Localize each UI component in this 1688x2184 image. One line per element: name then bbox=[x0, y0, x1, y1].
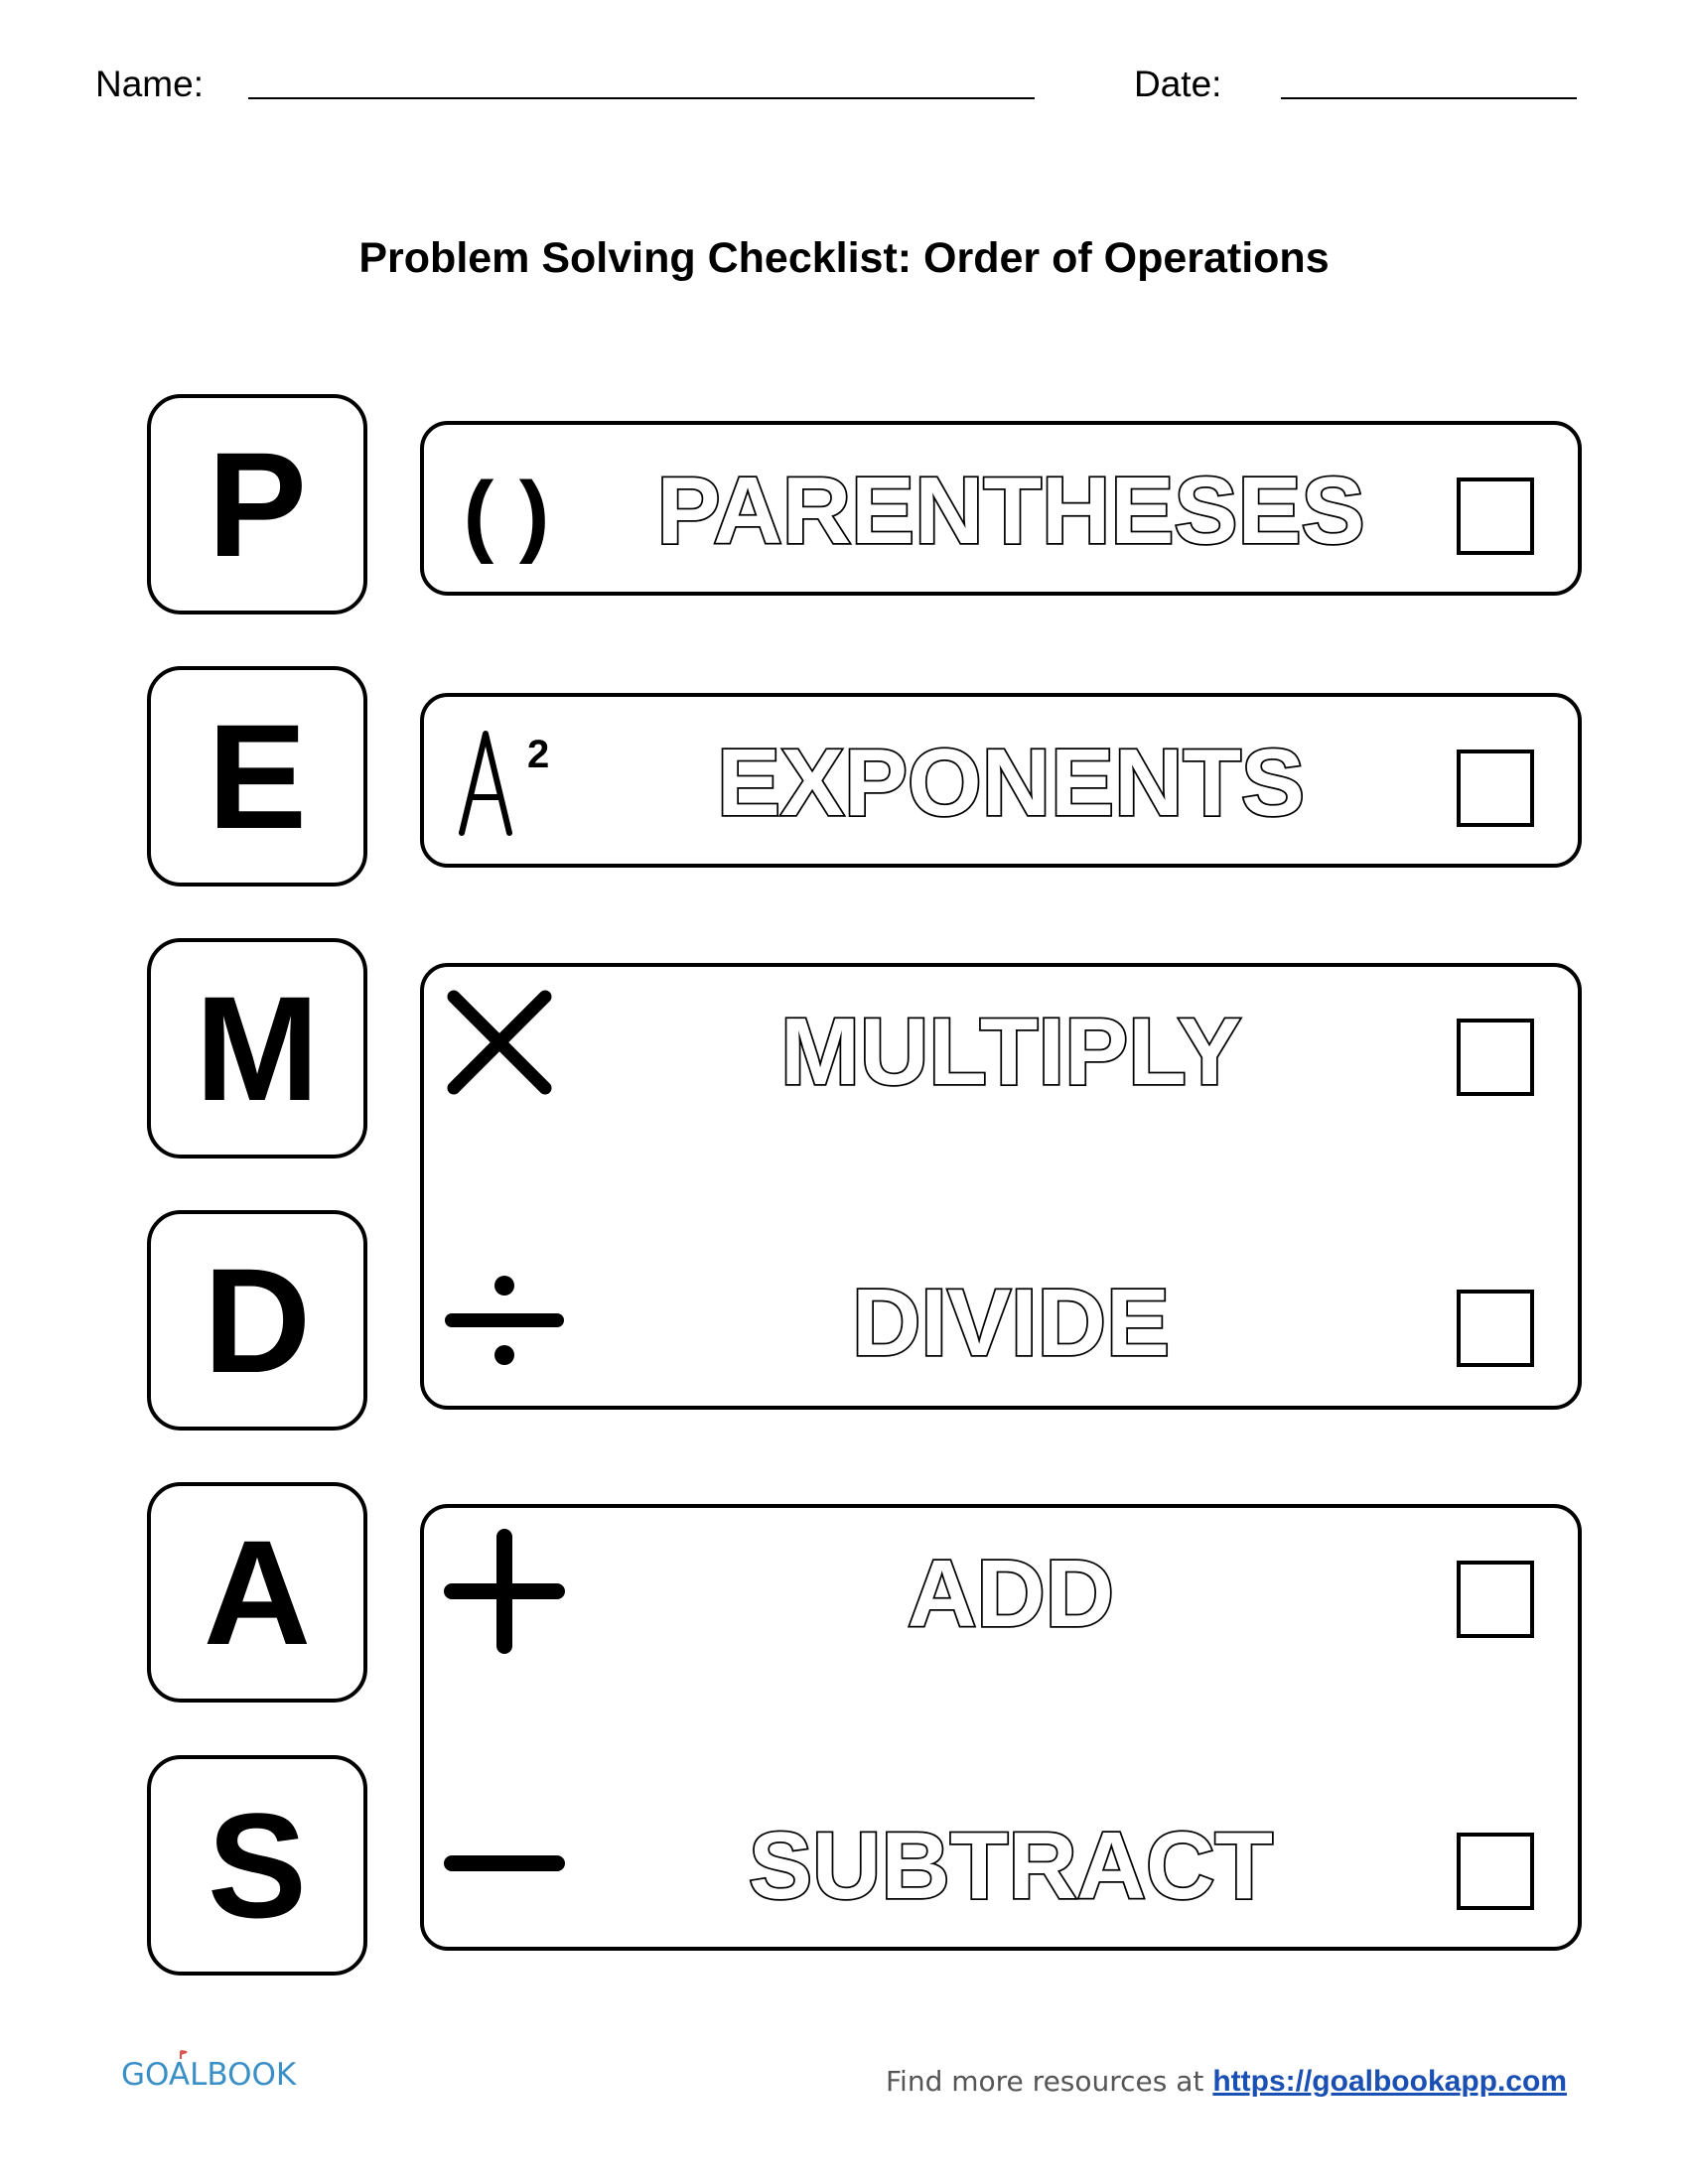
letter-d-box: D bbox=[147, 1210, 367, 1431]
letter-s-box: S bbox=[147, 1755, 367, 1976]
step-row-divide bbox=[420, 1236, 1582, 1405]
footer-resources bbox=[886, 2065, 1567, 2099]
checkbox-add[interactable] bbox=[1457, 1561, 1534, 1638]
checkbox-exponents[interactable] bbox=[1457, 750, 1534, 827]
checkbox-subtract[interactable] bbox=[1457, 1833, 1534, 1910]
step-word-multiply: MULTIPLY bbox=[779, 999, 1242, 1105]
step-row-add bbox=[420, 1507, 1582, 1676]
step-word-parentheses: PARENTHESES bbox=[656, 458, 1365, 564]
step-row-exponents bbox=[420, 696, 1582, 865]
date-label: Date: bbox=[1134, 64, 1222, 104]
checkbox-parentheses[interactable] bbox=[1457, 478, 1534, 555]
name-label: Name: bbox=[95, 64, 204, 104]
svg-text:( ): ( ) bbox=[463, 464, 550, 565]
step-word-exponents: EXPONENTS bbox=[716, 730, 1306, 836]
step-word-subtract: SUBTRACT bbox=[749, 1813, 1273, 1919]
step-row-parentheses bbox=[420, 424, 1582, 593]
date-line[interactable] bbox=[1281, 97, 1577, 99]
letter-e-box: E bbox=[147, 666, 367, 887]
page-title: Problem Solving Checklist: Order of Operations bbox=[358, 234, 1330, 282]
step-word-divide: DIVIDE bbox=[851, 1270, 1171, 1376]
svg-text:2: 2 bbox=[527, 733, 550, 776]
step-row-multiply bbox=[420, 965, 1582, 1134]
goalbook-link[interactable]: https://goalbookapp.com bbox=[1212, 2065, 1567, 2098]
letter-p-box: P bbox=[147, 394, 367, 614]
checkbox-multiply[interactable] bbox=[1457, 1019, 1534, 1096]
checkbox-divide[interactable] bbox=[1457, 1290, 1534, 1367]
goalbook-logo bbox=[121, 2043, 310, 2093]
step-row-subtract bbox=[420, 1779, 1582, 1948]
svg-text:GOALBOOK: GOALBOOK bbox=[121, 2057, 297, 2093]
footer-resources-text: Find more resources at bbox=[885, 2065, 1204, 2098]
name-line[interactable] bbox=[248, 97, 1035, 99]
letter-a-box: A bbox=[147, 1482, 367, 1703]
step-word-add: ADD bbox=[908, 1541, 1114, 1647]
letter-m-box: M bbox=[147, 938, 367, 1159]
